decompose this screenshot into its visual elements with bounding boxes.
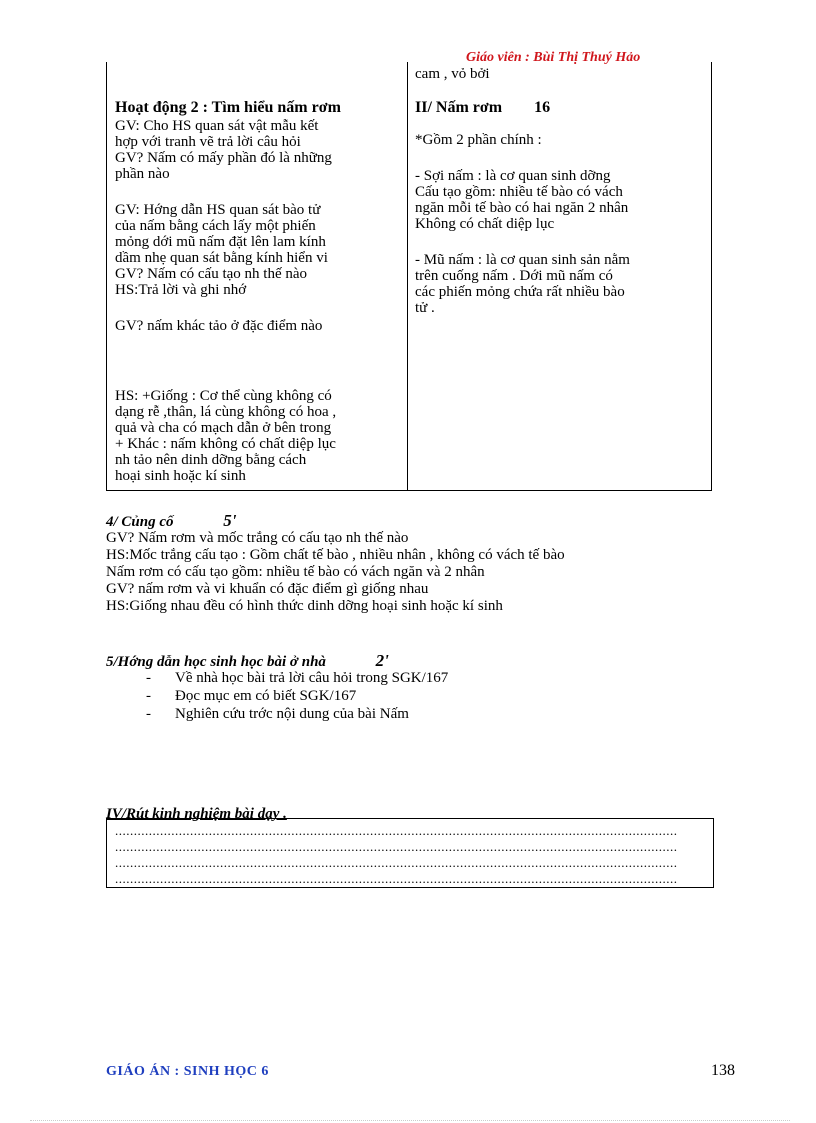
table-divider (407, 62, 408, 490)
consolidation-line: Nấm rơm có cấu tạo gồm: nhiều tế bào có vách ngăn và 2 nhân (106, 564, 485, 580)
consolidation-line: GV? Nấm rơm và mốc trắng có cấu tạo nh thế nào (106, 530, 409, 546)
section-number: 16 (534, 99, 551, 116)
consolidation-time: 5' (223, 511, 237, 530)
footer-title: GIÁO ÁN : SINH HỌC 6 (106, 1064, 269, 1079)
left-line: GV? Nấm có cấu tạo nh thế nào (115, 266, 308, 282)
homework-time: 2' (375, 651, 389, 670)
homework-title-text: 5/Hớng dẫn học sinh học bài ở nhà (106, 654, 326, 670)
left-line: phần nào (115, 166, 170, 182)
consolidation-line: HS:Mốc trắng cấu tạo : Gồm chất tế bào , nhiều nhân , không có vách tế bào (106, 547, 565, 563)
right-top-line: cam , vỏ bởi (415, 66, 490, 82)
left-line: GV: Hớng dẫn HS quan sát bào tử (115, 202, 321, 218)
left-line: hợp với tranh vẽ trả lời câu hỏi (115, 134, 301, 150)
section-title-text: II/ Nấm rơm (415, 99, 503, 116)
left-line: mỏng dới mũ nấm đặt lên lam kính (115, 234, 326, 250)
left-line: dạng rễ ,thân, lá cùng không có hoa , (115, 404, 337, 420)
left-line: HS:Trả lời và ghi nhớ (115, 282, 247, 298)
right-line: - Mũ nấm : là cơ quan sinh sản nằm (415, 252, 630, 268)
left-line: dầm nhẹ quan sát bằng kính hiển vi (115, 250, 328, 266)
right-line: Cấu tạo gồm: nhiều tế bào có vách (415, 184, 623, 200)
left-line: của nấm bằng cách lấy một phiến (115, 218, 316, 234)
review-title: IV/Rút kinh nghiệm bài dạy . (106, 806, 287, 822)
right-line: *Gồm 2 phần chính : (415, 132, 542, 148)
homework-item: - Nghiên cứu trớc nội dung của bài Nấm (146, 706, 409, 722)
left-line: HS: +Giống : Cơ thể cùng không có (115, 388, 332, 404)
right-line: trên cuống nấm . Dới mũ nấm có (415, 268, 613, 284)
teacher-header: Giáo viên : Bùi Thị Thuý Hảo (466, 50, 641, 65)
right-line: Không có chất diệp lục (415, 216, 555, 232)
activity-title: Hoạt động 2 : Tìm hiểu nấm rơm (115, 99, 341, 116)
consolidation-line: HS:Giống nhau đều có hình thức dinh dỡng hoại sinh hoặc kí sinh (106, 598, 503, 614)
review-box (106, 818, 714, 888)
review-dot-line: ...................................................................................................................................................... (115, 871, 678, 886)
left-line: hoại sinh hoặc kí sinh (115, 468, 246, 484)
consolidation-title-text: 4/ Củng cố (106, 514, 174, 530)
left-line: quả và cha có mạch dẫn ở bên trong (115, 420, 332, 436)
review-dot-line: ...................................................................................................................................................... (115, 855, 678, 870)
right-line: các phiến mỏng chứa rất nhiều bào (415, 284, 625, 300)
right-line: - Sợi nấm : là cơ quan sinh dỡng (415, 168, 611, 184)
lesson-table (106, 62, 712, 491)
left-line: GV? Nấm có mấy phần đó là những (115, 150, 332, 166)
review-dot-line: ...................................................................................................................................................... (115, 823, 678, 838)
section-title (415, 100, 550, 116)
left-line: GV? nấm khác tảo ở đặc điểm nào (115, 318, 323, 334)
review-dot-line: ...................................................................................................................................................... (115, 839, 678, 854)
left-line: GV: Cho HS quan sát vật mẫu kết (115, 118, 319, 134)
consolidation-title (106, 512, 237, 531)
homework-title (106, 652, 389, 671)
homework-item-text: Đọc mục em có biết SGK/167 (175, 688, 357, 704)
bottom-dotted-rule (30, 1120, 790, 1121)
homework-item: - Về nhà học bài trả lời câu hỏi trong SGK/167 (146, 670, 449, 686)
right-line: tử . (415, 300, 435, 316)
homework-item-text: Nghiên cứu trớc nội dung của bài Nấm (175, 706, 409, 722)
left-line: + Khác : nấm không có chất diệp lục (115, 436, 336, 452)
page-number: 138 (711, 1062, 735, 1079)
homework-item-text: Về nhà học bài trả lời câu hỏi trong SGK/167 (175, 670, 449, 686)
consolidation-line: GV? nấm rơm và vi khuẩn có đặc điểm gì giống nhau (106, 581, 429, 597)
right-line: ngăn mỗi tế bào có hai ngăn 2 nhân (415, 200, 629, 216)
left-line: nh tảo nên dinh dỡng bằng cách (115, 452, 307, 468)
homework-item: - Đọc mục em có biết SGK/167 (146, 688, 357, 704)
